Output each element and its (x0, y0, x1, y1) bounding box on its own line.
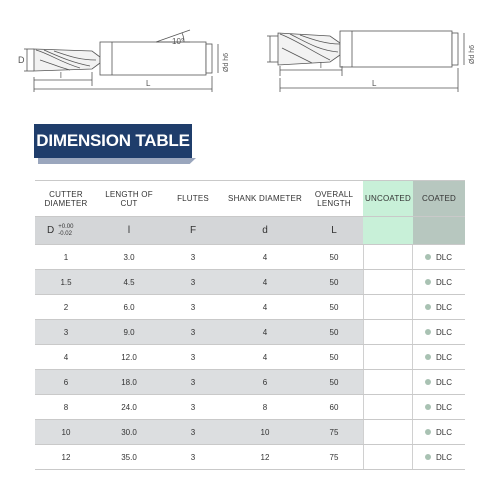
header-uncoated: UNCOATED (363, 181, 413, 216)
coating-dot-icon (425, 329, 431, 335)
cell-flutes: 3 (190, 327, 196, 337)
symbol-F: F (189, 225, 197, 236)
cell-overall-length: 50 (329, 252, 339, 262)
cell-uncoated (363, 320, 413, 344)
coating-label: DLC (436, 377, 453, 387)
cell-length-of-cut: 18.0 (121, 377, 137, 387)
symbol-D-letter: D (47, 225, 55, 236)
cell-uncoated (363, 245, 413, 269)
cell-overall-length: 50 (329, 352, 339, 362)
label-shank-left: Ød h6 (223, 52, 230, 72)
label-D: D (18, 55, 25, 65)
cell-shank-diameter: 6 (262, 377, 268, 387)
coating-label: DLC (436, 277, 453, 287)
coating-label: DLC (436, 302, 453, 312)
label-shank-right: Ød h6 (469, 44, 476, 64)
cell-cutter-diameter: 6 (63, 377, 69, 387)
technical-drawings (0, 0, 500, 100)
cell-coated (413, 395, 465, 419)
coating-dot-icon (425, 404, 431, 410)
coating-dot-icon (425, 454, 431, 460)
tolerance-minus: -0.02 (58, 230, 72, 237)
table-row (35, 420, 465, 445)
cell-flutes: 3 (190, 277, 196, 287)
cell-cutter-diameter: 2 (63, 302, 69, 312)
cell-uncoated (363, 370, 413, 394)
coating-label: DLC (436, 452, 453, 462)
table-symbol-row (35, 217, 465, 245)
symbol-D (35, 217, 97, 244)
cell-cutter-diameter: 10 (61, 427, 71, 437)
header-flutes: FLUTES (177, 194, 209, 203)
header-overall-length: OVERALL LENGTH (314, 189, 354, 208)
banner-shadow (38, 158, 196, 164)
cell-overall-length: 50 (329, 277, 339, 287)
cell-flutes: 3 (190, 402, 196, 412)
table-row (35, 445, 465, 470)
cell-length-of-cut: 30.0 (121, 427, 137, 437)
cell-shank-diameter: 8 (262, 402, 268, 412)
cell-overall-length: 75 (329, 427, 339, 437)
coating-dot-icon (425, 429, 431, 435)
cell-length-of-cut: 6.0 (123, 302, 135, 312)
cell-shank-diameter: 4 (262, 277, 268, 287)
table-row (35, 395, 465, 420)
coating-label: DLC (436, 402, 453, 412)
cell-overall-length: 60 (329, 402, 339, 412)
cell-cutter-diameter: 1 (63, 252, 69, 262)
cell-flutes: 3 (190, 252, 196, 262)
table-row (35, 320, 465, 345)
cell-length-of-cut: 12.0 (121, 352, 137, 362)
table-body (35, 245, 465, 470)
cell-cutter-diameter: 8 (63, 402, 69, 412)
cell-overall-length: 75 (329, 452, 339, 462)
coating-label: DLC (436, 252, 453, 262)
symbol-l: l (127, 225, 131, 236)
dimension-table (35, 180, 465, 470)
cell-cutter-diameter: 1.5 (60, 277, 72, 287)
cell-overall-length: 50 (329, 377, 339, 387)
cell-uncoated (363, 270, 413, 294)
cell-length-of-cut: 4.5 (123, 277, 135, 287)
coating-label: DLC (436, 327, 453, 337)
coating-label: DLC (436, 352, 453, 362)
table-row (35, 295, 465, 320)
cell-uncoated (363, 295, 413, 319)
cell-coated (413, 295, 465, 319)
cell-coated (413, 320, 465, 344)
label-L-left: L (146, 79, 151, 88)
label-angle: 10° (172, 37, 185, 46)
cell-coated (413, 445, 465, 469)
cell-coated (413, 420, 465, 444)
symbol-L: L (331, 225, 337, 236)
header-shank-diameter: SHANK DIAMETER (228, 194, 302, 203)
cell-uncoated (363, 395, 413, 419)
label-l-right: l (320, 61, 322, 70)
table-row (35, 270, 465, 295)
label-L-right: L (372, 79, 377, 88)
cell-flutes: 3 (190, 427, 196, 437)
cell-length-of-cut: 35.0 (121, 452, 137, 462)
table-row (35, 370, 465, 395)
coating-dot-icon (425, 304, 431, 310)
header-length-of-cut: LENGTH OF CUT (105, 189, 153, 208)
coating-dot-icon (425, 379, 431, 385)
symbol-uncoated (363, 217, 413, 244)
label-l-left: l (60, 71, 62, 80)
tolerance (58, 224, 73, 238)
tolerance-plus: +0.00 (58, 223, 74, 230)
coating-dot-icon (425, 354, 431, 360)
cell-shank-diameter: 12 (260, 452, 270, 462)
table-row (35, 245, 465, 270)
cell-overall-length: 50 (329, 302, 339, 312)
symbol-d: d (262, 225, 268, 236)
symbol-coated (413, 217, 465, 244)
cell-cutter-diameter: 4 (63, 352, 69, 362)
end-mill-drawing-left (24, 30, 218, 92)
header-cutter-diameter: CUTTER DIAMETER (44, 189, 88, 208)
dimension-table-banner: DIMENSION TABLE (34, 124, 192, 158)
cell-shank-diameter: 4 (262, 327, 268, 337)
cell-shank-diameter: 10 (260, 427, 270, 437)
cell-flutes: 3 (190, 302, 196, 312)
end-mill-drawing-right (267, 31, 464, 92)
cell-shank-diameter: 4 (262, 252, 268, 262)
header-coated: COATED (413, 181, 465, 216)
table-header-row (35, 181, 465, 217)
coating-label: DLC (436, 427, 453, 437)
cell-coated (413, 270, 465, 294)
cell-uncoated (363, 420, 413, 444)
cell-overall-length: 50 (329, 327, 339, 337)
table-row (35, 345, 465, 370)
cell-flutes: 3 (190, 377, 196, 387)
cell-coated (413, 370, 465, 394)
cell-cutter-diameter: 3 (63, 327, 69, 337)
cell-uncoated (363, 445, 413, 469)
coating-dot-icon (425, 279, 431, 285)
cell-length-of-cut: 3.0 (123, 252, 135, 262)
cell-shank-diameter: 4 (262, 302, 268, 312)
coating-dot-icon (425, 254, 431, 260)
cell-flutes: 3 (190, 352, 196, 362)
cell-length-of-cut: 9.0 (123, 327, 135, 337)
cell-coated (413, 345, 465, 369)
cell-flutes: 3 (190, 452, 196, 462)
cell-length-of-cut: 24.0 (121, 402, 137, 412)
cell-shank-diameter: 4 (262, 352, 268, 362)
cell-coated (413, 245, 465, 269)
cell-cutter-diameter: 12 (61, 452, 71, 462)
cell-uncoated (363, 345, 413, 369)
